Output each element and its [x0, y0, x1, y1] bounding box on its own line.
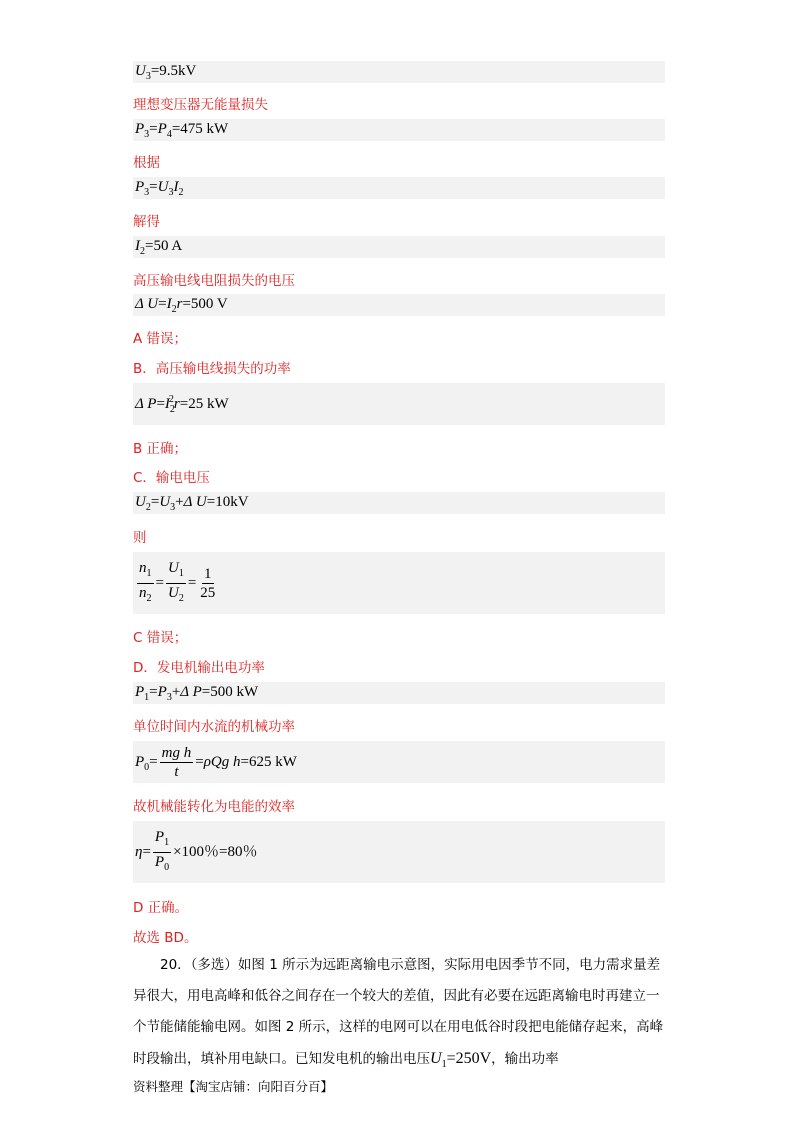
line-text: B．高压输电线损失的功率 — [133, 361, 291, 377]
formula-i2: $I_2=50$ A — [133, 236, 665, 258]
problem-u1: =250V — [446, 1050, 492, 1067]
line-text: C 错误； — [133, 630, 188, 646]
formula-value: =25 kW — [179, 395, 229, 412]
fraction-denominator: 25 — [200, 584, 216, 601]
fraction-numerator: 1 — [204, 565, 212, 582]
line-text: A 错误； — [133, 331, 188, 347]
formula-p3-u3i2: $P_3=U_3I_2$ — [133, 177, 665, 199]
formula-p3-p4: $P_3=P_4=475$ kW — [133, 119, 665, 141]
formula-value: =625 kW — [240, 753, 297, 770]
line-text: 单位时间内水流的机械功率 — [133, 719, 295, 735]
formula-value: =500 V — [182, 295, 228, 312]
formula-efficiency: η= $\frac{P_1}{P_0}$ ×100％=80％ — [133, 821, 665, 883]
formula-delta-p: Δ $P=I_2^2r=25$ kW — [133, 383, 665, 425]
formula-u2: $U_2=U_3+\Delta$ U=10kV — [133, 492, 665, 514]
line-text: 高压输电线电阻损失的电压 — [133, 273, 295, 289]
formula-value: =9.5kV — [150, 62, 197, 79]
formula-value: =475 kW — [171, 120, 229, 137]
line-text: 故选 BD。 — [133, 930, 198, 946]
problem-tail: ，输出功率 — [491, 1051, 559, 1067]
formula-u3: $U_3=9.5kV$ — [133, 61, 665, 83]
line-text: D 正确。 — [133, 900, 189, 916]
formula-ratio: $\frac{n_1}{n_2}$ = $\frac{U_1}{U_2}$ = $\frac{1}{25}$ — [133, 552, 665, 614]
formula-value: ×100％=80％ — [173, 843, 258, 860]
formula-value: =10kV — [206, 493, 249, 510]
formula-delta-u: Δ $U=I_2r=500$ V — [133, 294, 665, 316]
formula-value: =50 A — [145, 237, 183, 254]
formula-p1: $P_1=P_3+\Delta$ P=500 kW — [133, 682, 665, 704]
formula-value: =500 kW — [201, 683, 259, 700]
problem-paragraph: 20．（多选）如图 1 所示为远距离输电示意图，实际用电因季节不同，电力需求量差异很大，用电高峰和低谷之间存在一个较大的差值，因此有必要在远距离输电时再建立一个节能储能输电网。如图 2 所示，这样的电网可以在用电低谷时段把电能储存起来，高峰时段输出，填补用电缺口。已知发电机的输出电压$U_1=250V$，输出功率 — [133, 957, 664, 1071]
line-text: 解得 — [133, 214, 160, 230]
problem-text: 20．（多选）如图 1 所示为远距离输电示意图，实际用电因季节不同，电力需求量差异很大，用电高峰和低谷之间存在一个较大的差值，因此有必要在远距离输电时再建立一个节能储能输电网。如图 2 所示，这样的电网可以在用电低谷时段把电能储存起来，高峰时段输出，填补用电缺口。已知发电机的输出电压 — [133, 957, 664, 1067]
footer-text: 资料整理【淘宝店铺：向阳百分百】 — [133, 1079, 334, 1094]
line-text: D．发电机输出电功率 — [133, 660, 265, 676]
line-text: 理想变压器无能量损失 — [133, 97, 268, 113]
formula-p0: $P_0=$ $\frac{\text{mg h}}{t}$ =ρQg h=625 kW — [133, 741, 665, 783]
line-text: 根据 — [133, 155, 160, 171]
line-text: 则 — [133, 530, 147, 546]
line-text: C．输电电压 — [133, 470, 210, 486]
line-text: 故机械能转化为电能的效率 — [133, 799, 295, 815]
line-text: B 正确； — [133, 441, 188, 457]
